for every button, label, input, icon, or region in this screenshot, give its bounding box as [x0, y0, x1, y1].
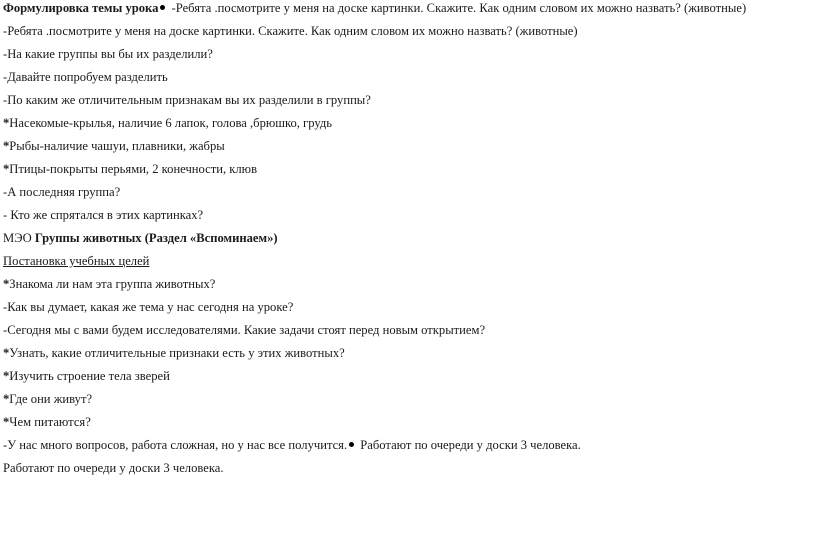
- line-text: -Ребята .посмотрите у меня на доске картинки. Скажите. Как одним словом их можно назвать? (животные): [168, 1, 747, 15]
- line-10: [3, 207, 203, 223]
- star-marker: *: [3, 139, 10, 153]
- line-prefix: МЭО: [3, 231, 35, 245]
- line-text: Узнать, какие отличительные признаки есть у этих животных?: [9, 346, 345, 360]
- line-20: [3, 437, 581, 453]
- subsection-heading: Постановка учебных целей: [3, 254, 150, 268]
- line-text: Рыбы-наличие чашуи, плавники, жабры: [9, 139, 225, 153]
- line-2: [3, 23, 578, 39]
- line-text: -Давайте попробуем разделить: [3, 70, 168, 84]
- line-text: -Сегодня мы с вами будем исследователями. Какие задачи стоят перед новым открытием?: [3, 323, 486, 337]
- star-marker: *: [3, 162, 10, 176]
- bullet-dot-icon: [349, 442, 354, 447]
- line-5: [3, 92, 371, 108]
- lesson-topic-heading: Формулировка темы урока: [3, 1, 159, 15]
- line-15: [3, 322, 485, 338]
- line-text: Работают по очереди у доски 3 человека.: [3, 461, 224, 475]
- star-marker: *: [3, 392, 10, 406]
- star-marker: *: [3, 369, 10, 383]
- line-text: -А последняя группа?: [3, 185, 121, 199]
- line-14: [3, 299, 293, 315]
- line-18: [3, 391, 92, 407]
- line-21: [3, 460, 224, 476]
- line-text: -По каким же отличительным признакам вы их разделили в группы?: [3, 93, 371, 107]
- line-text: Изучить строение тела зверей: [9, 369, 170, 383]
- line-text: -Ребята .посмотрите у меня на доске картинки. Скажите. Как одним словом их можно назвать? (животные): [3, 24, 578, 38]
- star-marker: *: [3, 346, 10, 360]
- line-4: [3, 69, 168, 85]
- line-19: [3, 414, 91, 430]
- line-text: -Как вы думает, какая же тема у нас сегодня на уроке?: [3, 300, 294, 314]
- line-3: [3, 46, 213, 62]
- bullet-dot-icon: [160, 5, 165, 10]
- line-text: Насекомые-крылья, наличие 6 лапок, голова ,брюшко, грудь: [9, 116, 333, 130]
- star-marker: *: [3, 415, 10, 429]
- line-12: [3, 253, 149, 269]
- line-13: [3, 276, 215, 292]
- line-16: [3, 345, 345, 361]
- line-17: [3, 368, 170, 384]
- line-11: [3, 230, 278, 246]
- line-6: [3, 115, 332, 131]
- section-heading: Группы животных (Раздел «Вспоминаем»): [34, 231, 278, 245]
- line-text: Чем питаются?: [9, 415, 91, 429]
- line-1: [3, 0, 746, 16]
- line-text: Где они живут?: [9, 392, 93, 406]
- line-8: [3, 161, 257, 177]
- star-marker: *: [3, 277, 10, 291]
- star-marker: *: [3, 116, 10, 130]
- line-7: [3, 138, 225, 154]
- line-text: -У нас много вопросов, работа сложная, но у нас все получится.: [3, 438, 348, 452]
- line-text: - Кто же спрятался в этих картинках?: [3, 208, 204, 222]
- line-text-after-bullet: Работают по очереди у доски 3 человека.: [357, 438, 581, 452]
- line-9: [3, 184, 120, 200]
- line-text: Птицы-покрыты перьями, 2 конечности, клюв: [9, 162, 258, 176]
- line-text: -На какие группы вы бы их разделили?: [3, 47, 213, 61]
- line-text: Знакома ли нам эта группа животных?: [9, 277, 216, 291]
